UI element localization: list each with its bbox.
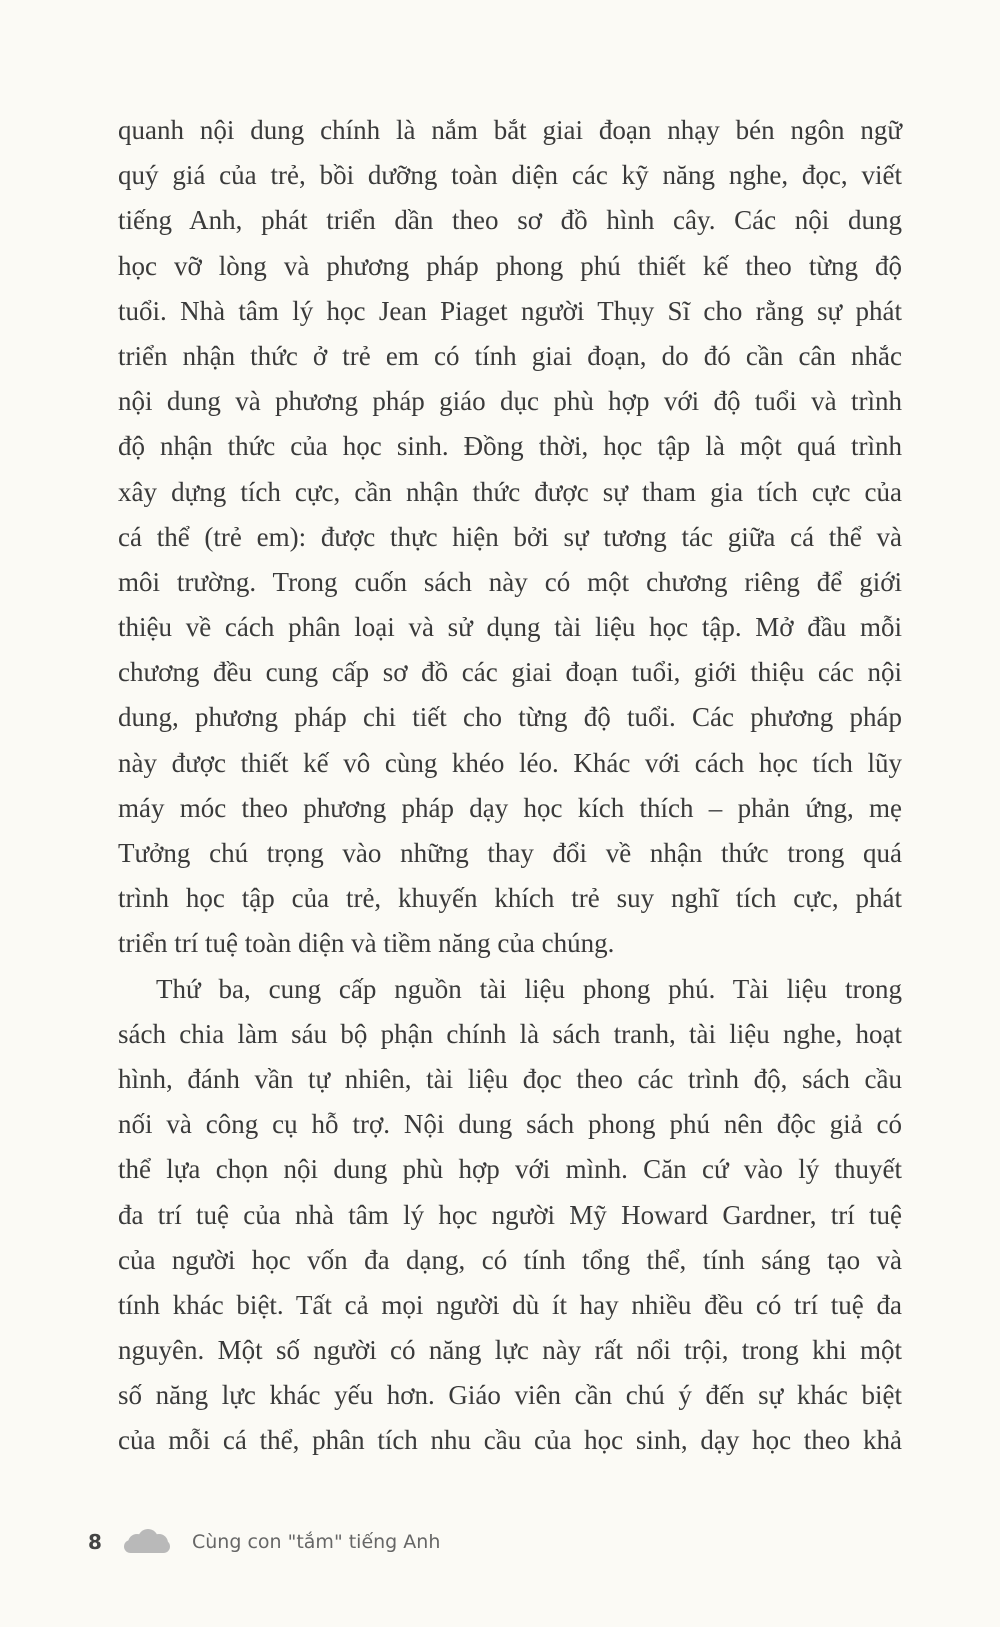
text-line: đa trí tuệ của nhà tâm lý học người Mỹ Howard Gardner, trí tuệ: [118, 1199, 902, 1230]
text-line: này được thiết kế vô cùng khéo léo. Khác với cách học tích lũy: [118, 747, 902, 778]
text-line: triển nhận thức ở trẻ em có tính giai đoạn, do đó cần cân nhắc: [118, 340, 902, 371]
text-line: nguyên. Một số người có năng lực này rất nổi trội, trong khi một: [118, 1335, 902, 1366]
text-line: dung, phương pháp chi tiết cho từng độ tuổi. Các phương pháp: [118, 702, 902, 733]
text-line: nội dung và phương pháp giáo dục phù hợp với độ tuổi và trình: [118, 386, 902, 417]
text-line: chương đều cung cấp sơ đồ các giai đoạn tuổi, giới thiệu các nội: [118, 657, 902, 688]
paragraph: [118, 108, 902, 967]
text-line: quanh nội dung chính là nắm bắt giai đoạn nhạy bén ngôn ngữ: [118, 115, 902, 145]
text-line: tuổi. Nhà tâm lý học Jean Piaget người Thụy Sĩ cho rằng sự phát: [118, 295, 902, 326]
text-line: máy móc theo phương pháp dạy học kích thích – phản ứng, mẹ: [118, 792, 902, 823]
text-line: môi trường. Trong cuốn sách này có một chương riêng để giới: [118, 566, 902, 597]
running-title: Cùng con "tắm" tiếng Anh: [192, 1531, 441, 1553]
text-line: triển trí tuệ toàn diện và tiềm năng của chúng.: [118, 928, 615, 959]
text-line: của người học vốn đa dạng, có tính tổng thể, tính sáng tạo và: [118, 1244, 902, 1275]
text-line: sách chia làm sáu bộ phận chính là sách tranh, tài liệu nghe, hoạt: [118, 1018, 902, 1049]
text-line: của mỗi cá thể, phân tích nhu cầu của học sinh, dạy học theo khả: [118, 1425, 902, 1456]
page-number: 8: [88, 1530, 102, 1554]
text-line: tính khác biệt. Tất cả mọi người dù ít hay nhiều đều có trí tuệ đa: [118, 1289, 902, 1320]
text-line: hình, đánh vần tự nhiên, tài liệu đọc theo các trình độ, sách cầu: [118, 1063, 902, 1094]
cloud-icon: [122, 1528, 172, 1556]
text-line: học vỡ lòng và phương pháp phong phú thiết kế theo từng độ: [118, 250, 902, 281]
text-line: tiếng Anh, phát triển dần theo sơ đồ hình cây. Các nội dung: [118, 205, 902, 236]
paragraph: [118, 967, 902, 1464]
text-line: thiệu về cách phân loại và sử dụng tài liệu học tập. Mở đầu mỗi: [118, 612, 902, 643]
text-line: xây dựng tích cực, cần nhận thức được sự tham gia tích cực của: [118, 476, 902, 507]
text-line: quý giá của trẻ, bồi dưỡng toàn diện các kỹ năng nghe, đọc, viết: [118, 160, 902, 191]
text-line: nối và công cụ hỗ trợ. Nội dung sách phong phú nên độc giả có: [118, 1109, 902, 1140]
page-footer: [88, 1528, 440, 1556]
text-line: Thứ ba, cung cấp nguồn tài liệu phong phú. Tài liệu trong: [156, 973, 902, 1004]
text-line: thể lựa chọn nội dung phù hợp với mình. Căn cứ vào lý thuyết: [118, 1154, 902, 1185]
body-text: [118, 108, 902, 1464]
text-line: cá thể (trẻ em): được thực hiện bởi sự tương tác giữa cá thể và: [118, 521, 902, 552]
text-line: số năng lực khác yếu hơn. Giáo viên cần chú ý đến sự khác biệt: [118, 1380, 902, 1411]
text-line: Tưởng chú trọng vào những thay đổi về nhận thức trong quá: [118, 838, 902, 868]
text-line: độ nhận thức của học sinh. Đồng thời, học tập là một quá trình: [118, 431, 902, 462]
text-line: trình học tập của trẻ, khuyến khích trẻ suy nghĩ tích cực, phát: [118, 883, 902, 914]
